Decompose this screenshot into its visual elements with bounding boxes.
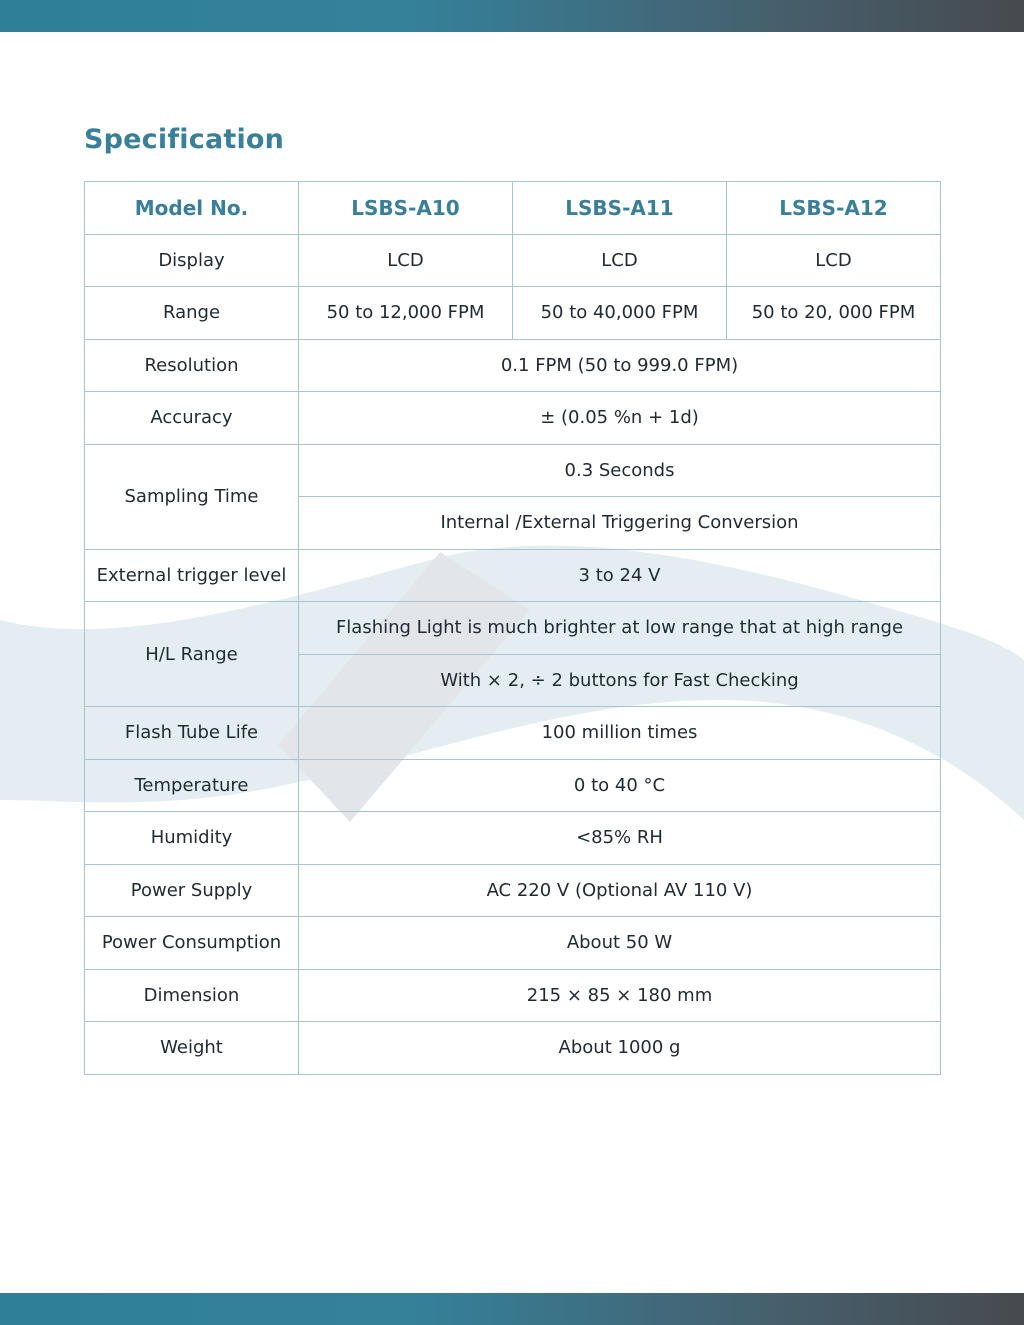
table-row	[85, 444, 941, 497]
cell-value: ± (0.05 %n + 1d)	[299, 392, 941, 445]
row-label: Weight	[85, 1022, 299, 1075]
cell-value: Flashing Light is much brighter at low range that at high range	[299, 602, 941, 655]
table-row	[85, 234, 941, 287]
header-model-a11: LSBS-A11	[513, 182, 727, 235]
cell-value: <85% RH	[299, 812, 941, 865]
row-label: Sampling Time	[85, 444, 299, 549]
row-label: Power Consumption	[85, 917, 299, 970]
cell-value: With × 2, ÷ 2 buttons for Fast Checking	[299, 654, 941, 707]
cell-value: 215 × 85 × 180 mm	[299, 969, 941, 1022]
row-label: Resolution	[85, 339, 299, 392]
cell-value: About 1000 g	[299, 1022, 941, 1075]
row-label: Humidity	[85, 812, 299, 865]
table-row	[85, 759, 941, 812]
table-row	[85, 969, 941, 1022]
table-row	[85, 392, 941, 445]
header-model-a10: LSBS-A10	[299, 182, 513, 235]
table-header-row	[85, 182, 941, 235]
page-title: Specification	[84, 124, 285, 155]
cell-value: 0 to 40 °C	[299, 759, 941, 812]
cell-value: Internal /External Triggering Conversion	[299, 497, 941, 550]
table-row	[85, 864, 941, 917]
cell-value: 100 million times	[299, 707, 941, 760]
row-label: H/L Range	[85, 602, 299, 707]
row-label: Dimension	[85, 969, 299, 1022]
row-label: Range	[85, 287, 299, 340]
cell-value: 0.3 Seconds	[299, 444, 941, 497]
table-row	[85, 339, 941, 392]
cell-value: 50 to 40,000 FPM	[513, 287, 727, 340]
table-row	[85, 602, 941, 655]
cell-value: 50 to 20, 000 FPM	[727, 287, 941, 340]
table-row	[85, 917, 941, 970]
row-label: Temperature	[85, 759, 299, 812]
bottom-decorative-bar	[0, 1293, 1024, 1325]
header-model-label: Model No.	[85, 182, 299, 235]
table-row	[85, 707, 941, 760]
header-model-a12: LSBS-A12	[727, 182, 941, 235]
row-label: External trigger level	[85, 549, 299, 602]
table-row	[85, 1022, 941, 1075]
row-label: Display	[85, 234, 299, 287]
cell-value: LCD	[727, 234, 941, 287]
row-label: Accuracy	[85, 392, 299, 445]
row-label: Flash Tube Life	[85, 707, 299, 760]
specification-table	[84, 181, 941, 1075]
cell-value: About 50 W	[299, 917, 941, 970]
table-row	[85, 549, 941, 602]
cell-value: AC 220 V (Optional AV 110 V)	[299, 864, 941, 917]
cell-value: LCD	[299, 234, 513, 287]
row-label: Power Supply	[85, 864, 299, 917]
cell-value: 50 to 12,000 FPM	[299, 287, 513, 340]
cell-value: 0.1 FPM (50 to 999.0 FPM)	[299, 339, 941, 392]
cell-value: LCD	[513, 234, 727, 287]
cell-value: 3 to 24 V	[299, 549, 941, 602]
table-row	[85, 812, 941, 865]
table-row	[85, 287, 941, 340]
